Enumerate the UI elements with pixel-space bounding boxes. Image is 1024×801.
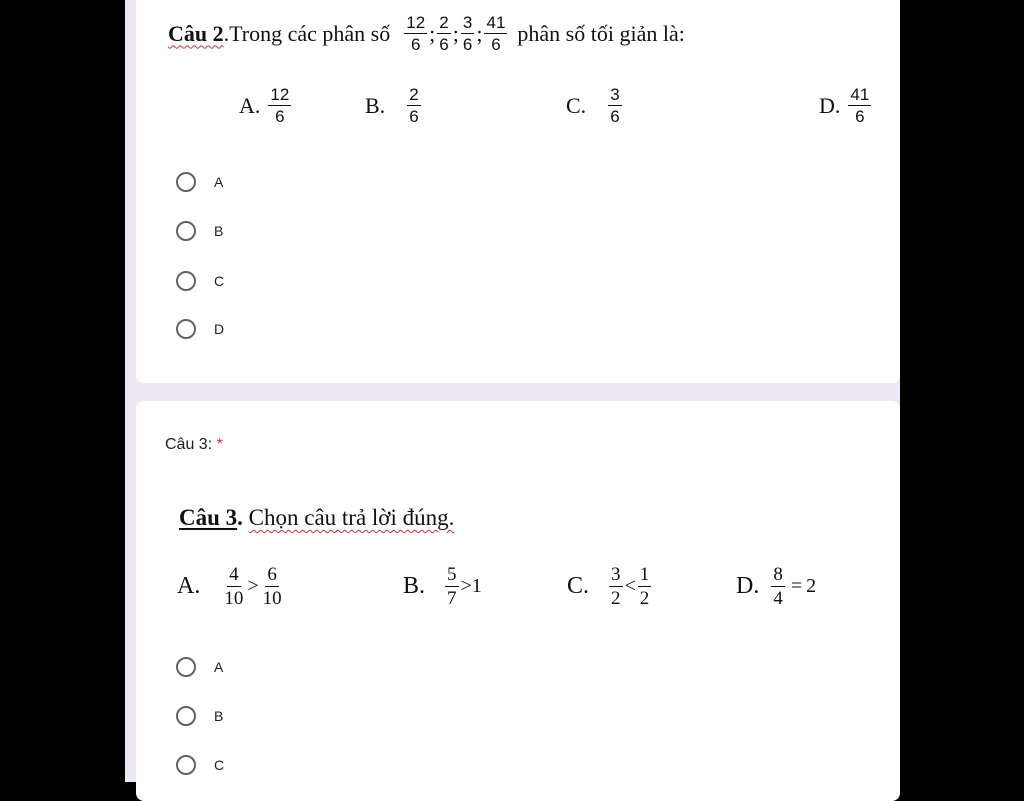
radio-circle-icon[interactable] bbox=[176, 319, 196, 339]
q3-a-fraction-left: $\frac{4}{10}$ bbox=[224, 564, 244, 609]
question-2-stem: Trong các phân số bbox=[229, 20, 391, 46]
question-card-2 bbox=[136, 0, 900, 383]
radio-label: B bbox=[214, 223, 224, 239]
q3-c-fraction-left: $\frac{3}{2}$ bbox=[611, 564, 621, 609]
stem-fraction-2: $\frac{2}{6}$ bbox=[439, 13, 449, 54]
operator: > bbox=[460, 575, 472, 597]
radio-circle-icon[interactable] bbox=[176, 706, 196, 726]
required-asterisk: * bbox=[216, 436, 223, 453]
operator: = bbox=[790, 575, 803, 597]
choice-c-fraction: $\frac{3}{6}$ bbox=[610, 85, 620, 126]
radio-circle-icon[interactable] bbox=[176, 271, 196, 291]
choice-letter: A. bbox=[239, 92, 261, 118]
question-2-suffix: phân số tối giản là: bbox=[517, 20, 685, 46]
radio-label: A bbox=[214, 174, 224, 190]
separator: ; bbox=[476, 20, 483, 46]
stem-fraction-3: $\frac{3}{6}$ bbox=[462, 13, 473, 54]
question-3-title bbox=[165, 436, 223, 454]
question-3-heading-prefix: Câu 3 bbox=[179, 505, 238, 530]
radio-option-a[interactable] bbox=[176, 172, 223, 192]
separator: ; bbox=[429, 20, 436, 46]
operator: < bbox=[624, 575, 636, 597]
choice-d bbox=[819, 86, 873, 125]
choice-letter: B. bbox=[365, 92, 386, 118]
choice-letter: D. bbox=[819, 92, 841, 118]
question-2-prefix: Câu 2 bbox=[168, 20, 224, 46]
question-card-3 bbox=[136, 401, 900, 801]
q3-radio-option-b[interactable] bbox=[176, 706, 223, 726]
q3-b-fraction: $\frac{5}{7}$ bbox=[447, 564, 457, 609]
radio-circle-icon[interactable] bbox=[176, 221, 196, 241]
choice-c bbox=[566, 86, 624, 125]
radio-circle-icon[interactable] bbox=[176, 657, 196, 677]
q3-a-fraction-right: $\frac{6}{10}$ bbox=[262, 564, 282, 609]
radio-label: A bbox=[214, 659, 224, 675]
separator: ; bbox=[452, 20, 459, 46]
q3-choice-c bbox=[567, 565, 653, 608]
choice-letter: A. bbox=[177, 573, 201, 599]
choice-a-fraction: $\frac{12}{6}$ bbox=[270, 85, 290, 126]
radio-option-c[interactable] bbox=[176, 271, 224, 291]
question-2-text bbox=[168, 14, 685, 53]
radio-label: C bbox=[214, 757, 225, 773]
question-3-heading bbox=[179, 505, 454, 531]
q3-c-fraction-right: $\frac{1}{2}$ bbox=[639, 564, 650, 609]
radio-label: C bbox=[214, 273, 225, 289]
question-2-prefix-dot: . bbox=[223, 20, 230, 46]
operator: > bbox=[247, 575, 259, 597]
radio-label: D bbox=[214, 321, 225, 337]
q3-choice-a bbox=[177, 565, 286, 608]
stem-fraction-1: $\frac{12}{6}$ bbox=[406, 13, 426, 54]
question-3-title-text: Câu 3: bbox=[165, 436, 213, 453]
choice-letter: D. bbox=[736, 573, 760, 599]
q3-choice-b bbox=[403, 565, 482, 608]
choice-d-fraction: $\frac{41}{6}$ bbox=[850, 85, 870, 126]
radio-circle-icon[interactable] bbox=[176, 755, 196, 775]
stem-fraction-4: $\frac{41}{6}$ bbox=[486, 13, 506, 54]
question-3-heading-text: Chọn câu trả lời đúng. bbox=[248, 505, 455, 530]
radio-label: B bbox=[214, 708, 224, 724]
choice-a bbox=[239, 86, 293, 125]
q3-radio-option-a[interactable] bbox=[176, 657, 223, 677]
choice-letter: C. bbox=[566, 92, 587, 118]
q3-d-fraction: $\frac{8}{4}$ bbox=[773, 564, 783, 609]
question-3-heading-dot: . bbox=[237, 505, 249, 530]
radio-option-d[interactable] bbox=[176, 319, 224, 339]
choice-b bbox=[365, 86, 423, 125]
form-background bbox=[125, 0, 900, 782]
radio-circle-icon[interactable] bbox=[176, 172, 196, 192]
rhs-value: 2 bbox=[806, 575, 817, 597]
rhs-value: 1 bbox=[471, 575, 482, 597]
choice-letter: B. bbox=[403, 573, 426, 599]
choice-letter: C. bbox=[567, 573, 590, 599]
radio-option-b[interactable] bbox=[176, 221, 223, 241]
q3-choice-d bbox=[736, 565, 816, 608]
choice-b-fraction: $\frac{2}{6}$ bbox=[409, 85, 419, 126]
q3-radio-option-c[interactable] bbox=[176, 755, 224, 775]
